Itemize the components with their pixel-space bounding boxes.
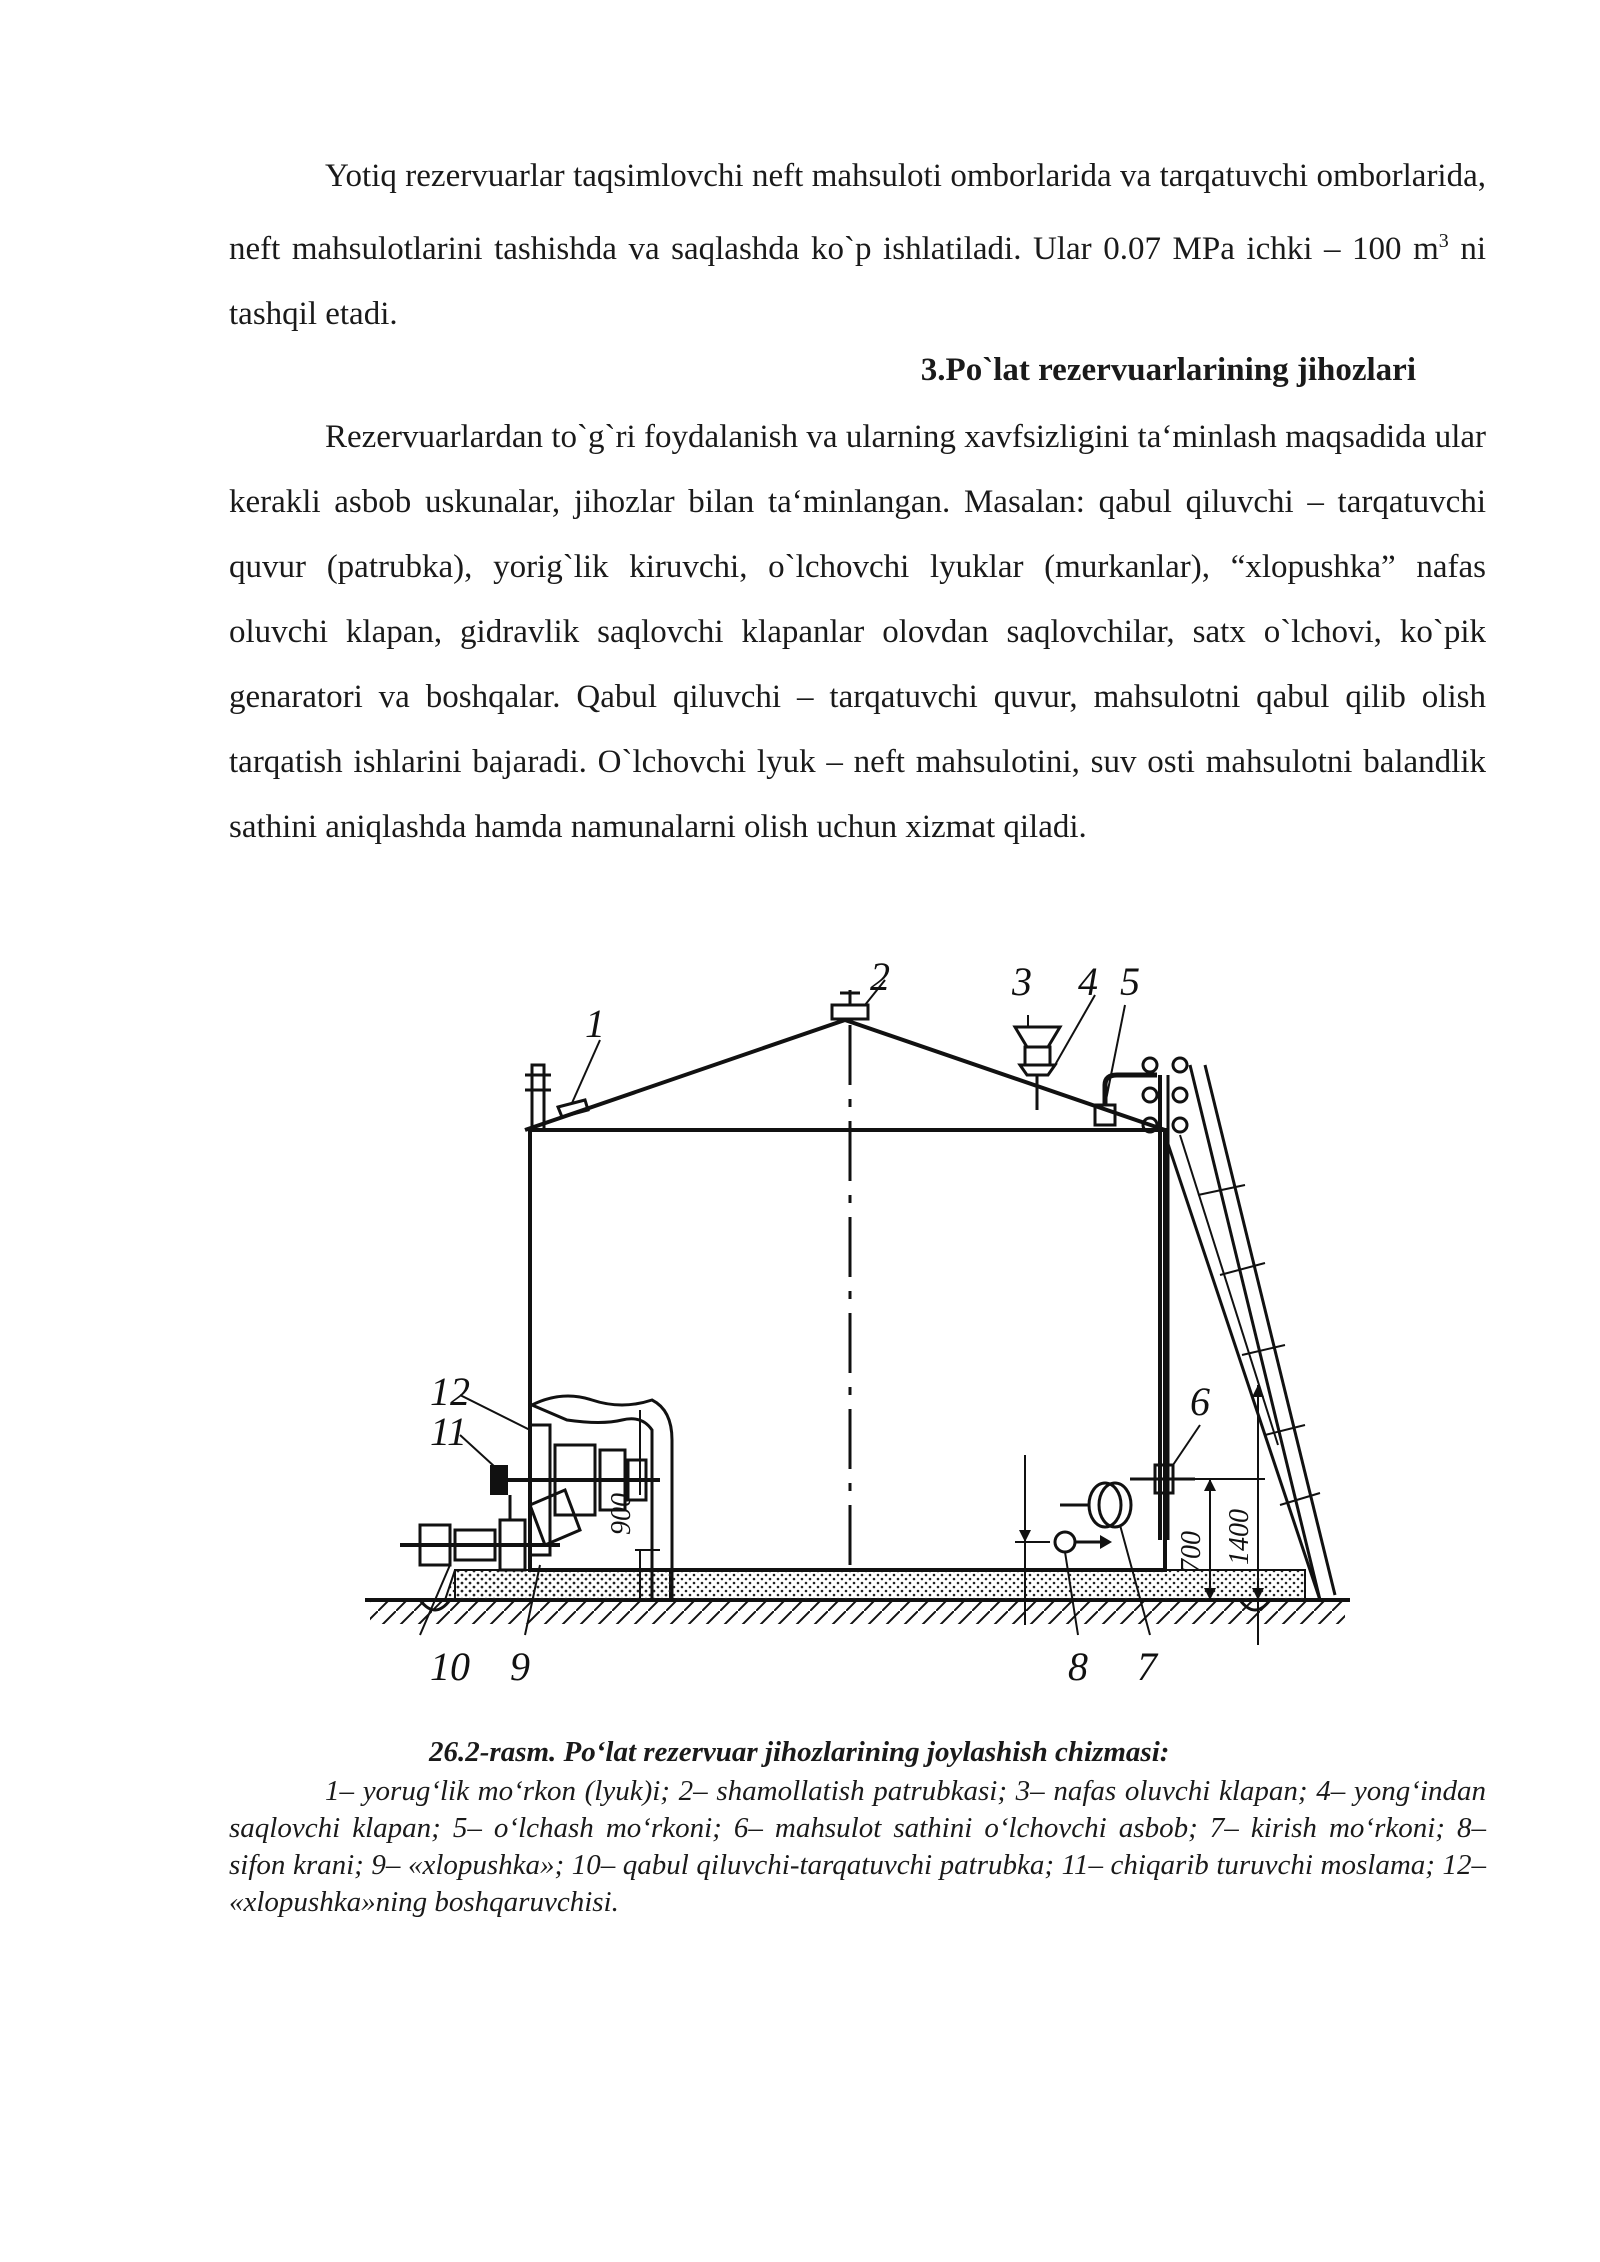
label-3: 3: [1012, 959, 1032, 1004]
paragraph-2: [229, 405, 1486, 860]
tank-diagram: [360, 945, 1360, 1705]
label-6: 6: [1190, 1379, 1210, 1424]
label-5: 5: [1120, 959, 1140, 1004]
light-hatch-icon: [525, 1040, 600, 1130]
tank-shell: [525, 1020, 1165, 1570]
label-11: 11: [430, 1409, 468, 1454]
paragraph-1-text: Yotiq rezervuarlar taqsimlovchi neft mahsuloti omborlarida va tarqatuvchi omborlarida, neft mahsulotlarini tashishda va saqlashda ko`p ishlatiladi. Ular 0.07 MPa ichki – 100 m: [229, 158, 1486, 267]
label-10: 10: [430, 1644, 470, 1689]
paragraph-1: [229, 144, 1486, 347]
figure-caption: [229, 1734, 1486, 1921]
dimension-700: 700: [1176, 1531, 1207, 1573]
dimension-900: 900: [606, 1493, 637, 1535]
label-7: 7: [1137, 1644, 1157, 1689]
caption-title: 26.2-rasm. Po‘lat rezervuar jihozlarining joylashish chizmasi:: [429, 1736, 1170, 1768]
label-8: 8: [1068, 1644, 1088, 1689]
paragraph-1-tail: ni tashqil etadi.: [229, 231, 1486, 332]
dimension-1400: 1400: [1224, 1509, 1255, 1565]
caption-body: 1– yorug‘lik mo‘rkon (lyuk)i; 2– shamollatish patrubkasi; 3– nafas oluvchi klapan; 4– yong‘indan saqlovchi klapan; 5– o‘lchash mo‘rkoni; 6– mahsulot sathini o‘lchovchi asbob; 7– kirish mo‘rkoni; 8– sifon krani; 9– «xlopushka»; 10– qabul qiluvchi-tarqatuvchi patrubka; 11– chiqarib turuvchi moslama; 12– «xlopushka»ning boshqaruvchisi.: [229, 1775, 1486, 1918]
label-1: 1: [585, 1001, 605, 1046]
label-2: 2: [870, 954, 890, 999]
ground: [365, 1570, 1350, 1624]
label-4: 4: [1078, 959, 1098, 1004]
label-12: 12: [430, 1369, 470, 1414]
label-9: 9: [510, 1644, 530, 1689]
superscript-3: 3: [1438, 230, 1449, 252]
paragraph-2-text: Rezervuarlardan to`g`ri foydalanish va ularning xavfsizligini ta‘minlash maqsadida ular kerakli asbob uskunalar, jihozlar bilan ta‘minlangan. Masalan: qabul qiluvchi – tarqatuvchi quvur (patrubka), yorig`lik kiruvchi, o`lchovchi lyuklar (murkanlar), “xlopushka” nafas oluvchi klapan, gidravlik saqlovchi klapanlar olovdan saqlovchilar, satx o`lchovi, ko`pik genaratori va boshqalar. Qabul qiluvchi – tarqatuvchi quvur, mahsulotni qabul qilib olish tarqatish ishlarini bajaradi. O`lchovchi lyuk – neft mahsulotini, suv osti mahsulotni balandlik sathini aniqlashda hamda namunalarni olish uchun xizmat qiladi.: [229, 419, 1486, 845]
section-heading: 3.Po`lat rezervuarlarining jihozlari: [920, 352, 1416, 388]
